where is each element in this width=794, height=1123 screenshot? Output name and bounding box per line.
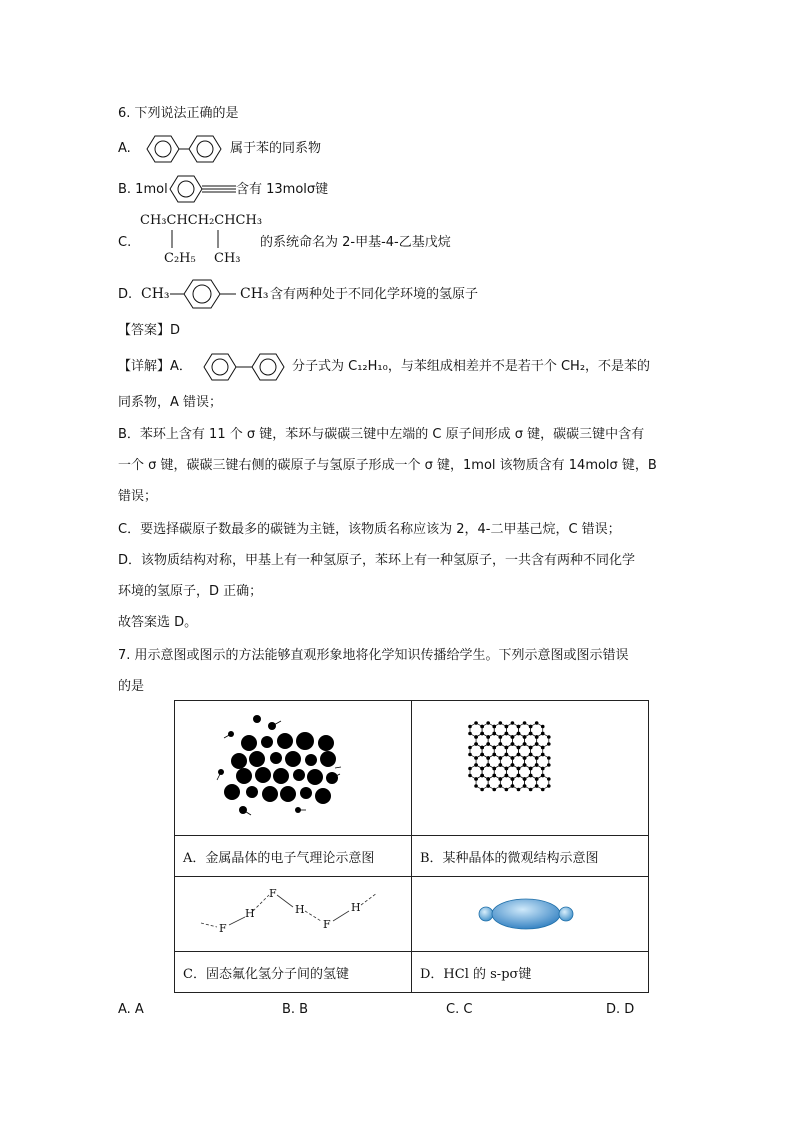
- lattice-atom: [523, 735, 527, 739]
- lattice-atom: [523, 721, 527, 725]
- lattice-atom: [529, 753, 533, 757]
- lattice-atom: [499, 742, 503, 746]
- lattice-atom: [547, 735, 551, 739]
- lattice-atom: [541, 788, 545, 792]
- lattice-atom: [492, 767, 496, 771]
- lattice-atom: [511, 756, 515, 760]
- q7-figure-table: [174, 700, 649, 993]
- q6-detail-d-line1: D．该物质结构对称，甲基上有一种氢原子，苯环上有一种氢原子，一共含有两种不同化学: [118, 553, 636, 568]
- lattice-atom: [517, 732, 521, 736]
- q6-option-b-text: 含有 13molσ键: [236, 182, 329, 197]
- lattice-atom: [517, 725, 521, 729]
- lattice-atom: [547, 763, 551, 767]
- q6-detail-a-text: 分子式为 C₁₂H₁₀，与苯组成相差并不是若干个 CH₂，不是苯的: [292, 359, 651, 374]
- lattice-atom: [468, 725, 472, 729]
- lattice-atom: [541, 725, 545, 729]
- lattice-atom: [492, 774, 496, 778]
- q6-option-c-branch-bonds: [160, 228, 240, 250]
- q7-cell-c-image: [175, 877, 412, 952]
- lattice-atom: [505, 767, 509, 771]
- lattice-atom: [547, 756, 551, 760]
- lattice-atom: [499, 784, 503, 788]
- q6-option-a-text: 属于苯的同系物: [230, 141, 322, 156]
- q6-detail-d-line2: 环境的氢原子，D 正确；: [118, 584, 263, 599]
- q6-detail-label: 【详解】A．: [118, 359, 192, 374]
- hf-f-atom-2: F: [269, 887, 277, 900]
- biphenyl-structure: [138, 132, 230, 166]
- lattice-atom: [468, 774, 472, 778]
- q6-option-c-ethyl: C₂H₅: [164, 251, 196, 266]
- lattice-atom: [547, 742, 551, 746]
- lattice-atom: [505, 725, 509, 729]
- lattice-atom: [511, 721, 515, 725]
- hf-f-atom-1: F: [219, 922, 227, 935]
- hf-h-atom-3: H: [351, 901, 361, 914]
- lattice-atom: [511, 735, 515, 739]
- q7-option-d: D. D: [606, 1002, 635, 1017]
- lattice-hexagon: [488, 776, 500, 790]
- lattice-atom: [468, 746, 472, 750]
- lattice-atom: [486, 735, 490, 739]
- q7-caption-d: D．HCl 的 s-pσ键: [412, 952, 649, 993]
- lattice-atom: [486, 742, 490, 746]
- q7-cell-d-image: [412, 877, 649, 952]
- lattice-atom: [541, 767, 545, 771]
- lattice-atom: [492, 746, 496, 750]
- lattice-atom: [511, 784, 515, 788]
- lattice-atom: [486, 784, 490, 788]
- lattice-atom: [492, 753, 496, 757]
- lattice-atom: [480, 767, 484, 771]
- lattice-atom: [480, 788, 484, 792]
- lattice-atom: [474, 756, 478, 760]
- lattice-atom: [505, 746, 509, 750]
- lattice-atom: [523, 756, 527, 760]
- hf-h-atom-1: H: [245, 907, 255, 920]
- q6-option-c-text: 的系统命名为 2-甲基-4-乙基戊烷: [260, 235, 451, 250]
- q6-option-a-label: A.: [118, 141, 131, 156]
- lattice-atom: [547, 784, 551, 788]
- lattice-atom: [535, 777, 539, 781]
- q7-stem-line1: 7. 用示意图或图示的方法能够直观形象地将化学知识传播给学生。下列示意图或图示错误: [118, 648, 629, 663]
- lattice-atom: [468, 732, 472, 736]
- q6-option-c-main-chain: CH₃CHCH₂CHCH₃: [140, 213, 263, 228]
- q7-option-c: C. C: [446, 1002, 473, 1017]
- lattice-atom: [468, 767, 472, 771]
- lattice-atom: [535, 784, 539, 788]
- q6-detail-b-line1: B．苯环上含有 11 个 σ 键，苯环与碳碳三键中左端的 C 原子间形成 σ 键，碳碳三键中含有: [118, 427, 645, 442]
- q7-option-a: A. A: [118, 1002, 144, 1017]
- lattice-atom: [492, 788, 496, 792]
- lattice-atom: [480, 732, 484, 736]
- q7-option-b: B. B: [282, 1002, 309, 1017]
- q6-option-d-ch3-right: CH₃: [240, 286, 269, 302]
- lattice-atom: [517, 774, 521, 778]
- lattice-atom: [541, 753, 545, 757]
- lattice-atom: [517, 753, 521, 757]
- lattice-atom: [517, 767, 521, 771]
- lattice-atom: [529, 774, 533, 778]
- crystal-microstructure-diagram: [462, 715, 582, 825]
- lattice-atom: [529, 732, 533, 736]
- s-p-sigma-bond-diagram: [476, 897, 576, 931]
- lattice-atom: [474, 721, 478, 725]
- lattice-atom: [535, 756, 539, 760]
- lattice-atom: [523, 784, 527, 788]
- q6-stem: 6. 下列说法正确的是: [118, 106, 239, 121]
- lattice-atom: [523, 763, 527, 767]
- lattice-atom: [480, 753, 484, 757]
- lattice-atom: [492, 732, 496, 736]
- lattice-atom: [505, 774, 509, 778]
- lattice-atom: [474, 742, 478, 746]
- lattice-atom: [480, 725, 484, 729]
- p-xylene-ring: [170, 276, 246, 312]
- lattice-atom: [480, 746, 484, 750]
- lattice-atom: [505, 753, 509, 757]
- lattice-atom: [523, 742, 527, 746]
- lattice-atom: [474, 735, 478, 739]
- lattice-atom: [529, 788, 533, 792]
- lattice-hexagon: [476, 776, 488, 790]
- q6-conclusion: 故答案选 D。: [118, 615, 198, 630]
- lattice-atom: [511, 742, 515, 746]
- lattice-atom: [492, 725, 496, 729]
- lattice-atom: [474, 784, 478, 788]
- lattice-atom: [517, 746, 521, 750]
- lattice-atom: [499, 756, 503, 760]
- lattice-atom: [517, 788, 521, 792]
- lattice-hexagon: [525, 776, 537, 790]
- q7-stem-line2: 的是: [118, 679, 145, 694]
- metal-electron-gas-diagram: [215, 715, 345, 821]
- q7-cell-a-image: [175, 701, 412, 836]
- lattice-atom: [511, 763, 515, 767]
- phenylacetylene-structure: [164, 172, 244, 206]
- lattice-atom: [505, 788, 509, 792]
- hf-f-atom-3: F: [323, 918, 331, 931]
- lattice-atom: [529, 725, 533, 729]
- lattice-atom: [486, 756, 490, 760]
- lattice-hexagon: [512, 776, 524, 790]
- q6-detail-b-line2: 一个 σ 键，碳碳三键右侧的碳原子与氢原子形成一个 σ 键，1mol 该物质含有 14molσ 键，B: [118, 458, 657, 473]
- q7-cell-b-image: [412, 701, 649, 836]
- lattice-atom: [499, 763, 503, 767]
- lattice-hexagon: [537, 776, 549, 790]
- q7-caption-c: C．固态氟化氢分子间的氢键: [175, 952, 412, 993]
- lattice-atom: [499, 777, 503, 781]
- lattice-atom: [486, 777, 490, 781]
- lattice-atom: [547, 777, 551, 781]
- lattice-atom: [535, 721, 539, 725]
- lattice-atom: [535, 735, 539, 739]
- q6-option-d-label: D.: [118, 287, 133, 302]
- q7-caption-a: A．金属晶体的电子气理论示意图: [175, 836, 412, 877]
- q6-detail-b-line3: 错误；: [118, 489, 158, 504]
- q6-option-b-label: B. 1mol: [118, 182, 168, 197]
- q7-caption-b: B．某种晶体的微观结构示意图: [412, 836, 649, 877]
- lattice-atom: [474, 763, 478, 767]
- hf-h-atom-2: H: [295, 903, 305, 916]
- lattice-atom: [535, 763, 539, 767]
- q6-option-c-methyl: CH₃: [214, 251, 241, 266]
- lattice-atom: [480, 774, 484, 778]
- q6-option-c-label: C.: [118, 235, 132, 250]
- biphenyl-structure-detail: [200, 350, 292, 384]
- lattice-atom: [541, 746, 545, 750]
- q6-detail-a-cont: 同系物，A 错误；: [118, 395, 223, 410]
- lattice-atom: [541, 732, 545, 736]
- lattice-hexagon: [500, 776, 512, 790]
- lattice-atom: [499, 735, 503, 739]
- q6-answer: 【答案】D: [118, 323, 181, 338]
- q6-option-d-text: 含有两种处于不同化学环境的氢原子: [270, 287, 479, 302]
- lattice-atom: [499, 721, 503, 725]
- q6-detail-c: C．要选择碳原子数最多的碳链为主链，该物质名称应该为 2，4-二甲基己烷，C 错误；: [118, 522, 621, 537]
- lattice-atom: [541, 774, 545, 778]
- lattice-atom: [529, 767, 533, 771]
- lattice-atom: [535, 742, 539, 746]
- lattice-atom: [468, 753, 472, 757]
- q6-option-d-ch3-left: CH₃: [141, 286, 170, 302]
- hf-hydrogen-bond-diagram: [195, 883, 385, 943]
- lattice-atom: [505, 732, 509, 736]
- lattice-atom: [474, 777, 478, 781]
- lattice-atom: [511, 777, 515, 781]
- lattice-atom: [486, 721, 490, 725]
- lattice-atom: [486, 763, 490, 767]
- lattice-atom: [529, 746, 533, 750]
- lattice-atom: [523, 777, 527, 781]
